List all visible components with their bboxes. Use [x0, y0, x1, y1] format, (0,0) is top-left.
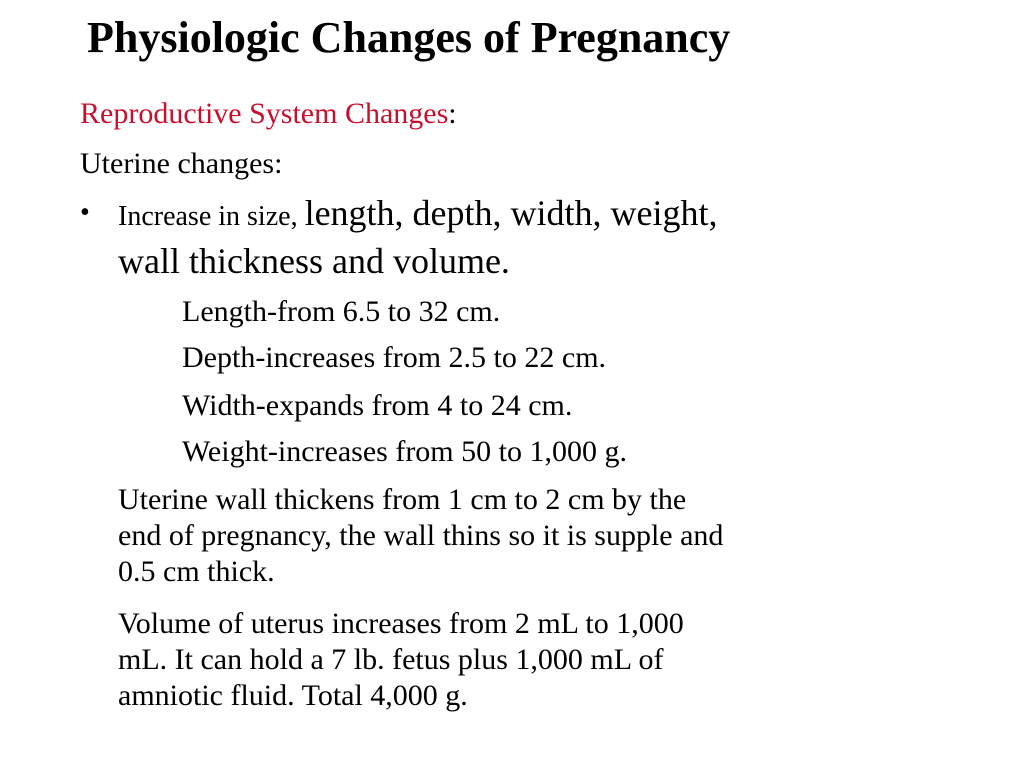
section-heading-label: Reproductive System Changes — [80, 97, 449, 130]
volume-line-2: mL. It can hold a 7 lb. fetus plus 1,000 mL of — [118, 643, 664, 676]
detail-width: Width-expands from 4 to 24 cm. — [182, 389, 573, 422]
bullet-icon: • — [80, 197, 90, 228]
bullet-large-text-2: wall thickness and volume. — [118, 241, 510, 281]
slide-title: Physiologic Changes of Pregnancy — [87, 13, 731, 62]
wall-thickness-paragraph — [118, 482, 938, 590]
bullet-small-text: Increase in size, — [118, 201, 305, 232]
section-heading-colon: : — [448, 97, 457, 130]
bullet-line-1 — [118, 193, 938, 241]
wall-line-3: 0.5 cm thick. — [118, 555, 275, 588]
uterine-changes-label: Uterine changes: — [80, 147, 283, 180]
bullet-line-2 — [118, 241, 938, 289]
section-heading — [80, 96, 457, 132]
bullet-large-text-1: length, depth, width, weight, — [304, 193, 718, 233]
bullet-text — [118, 193, 938, 289]
detail-length: Length-from 6.5 to 32 cm. — [182, 295, 501, 328]
detail-depth: Depth-increases from 2.5 to 22 cm. — [182, 341, 607, 374]
wall-line-1: Uterine wall thickens from 1 cm to 2 cm by the — [118, 483, 687, 516]
volume-line-3: amniotic fluid. Total 4,000 g. — [118, 679, 468, 712]
volume-paragraph — [118, 606, 938, 714]
detail-weight: Weight-increases from 50 to 1,000 g. — [182, 435, 627, 468]
wall-line-2: end of pregnancy, the wall thins so it is supple and — [118, 519, 724, 552]
volume-line-1: Volume of uterus increases from 2 mL to 1,000 — [118, 607, 684, 640]
